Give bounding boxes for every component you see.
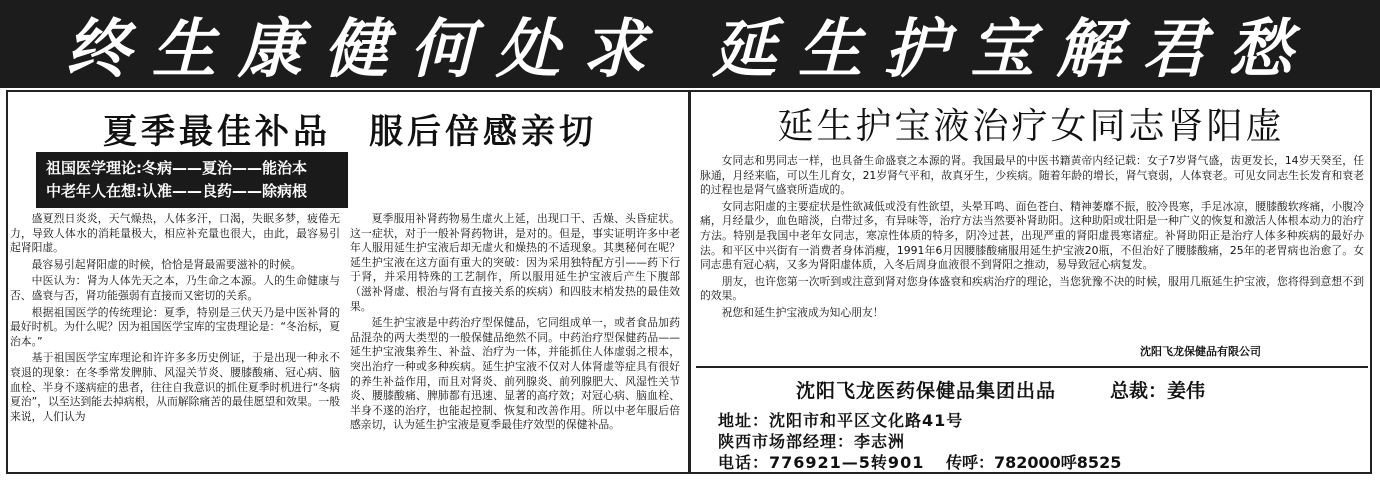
advertiser-box bbox=[696, 366, 1368, 470]
paragraph: 根据祖国医学的传统理论：夏季，特别是三伏天乃是中医补肾的最好时机。为什么呢？因为祖国医学宝库的宝贵理论是：“冬治标，夏治本。” bbox=[10, 305, 340, 348]
banner-title: 终生康健何处求 延生护宝解君愁 bbox=[65, 12, 1315, 87]
ad-title: 沈阳飞龙医药保健品集团出品 bbox=[796, 380, 1057, 402]
paragraph: 女同志阳虚的主要症状是性欲减低或没有性欲望，头晕耳鸣、面色苍白、精神萎靡不振，胶冷畏寒，手足冰凉，腰膝酸软疼痛，小腹冷痛，月经量少，血色暗淡，白带过多，有异味等，治疗方法当然要补肾助阳。这种助阳或壮阳是一种广义的恢复和激活人体根本动力的治疗方法。特别是我国中老年女同志，寒凉性体质的特多，阴冷过甚，出现严重的肾阳虚畏寒诸症。补肾助阳正是治疗人体多种疾病的最好办法。和平区中兴街有一消费者身体消瘦，1991年6月因腰膝酸痛服用延生护宝液20瓶，不但治好了腰膝酸痛，25年的老胃病也治愈了。女同志患有冠心病，又多为肾阳虚体质，入冬后周身血液很不到肾阳之推动，易导致冠心病复发。 bbox=[700, 199, 1364, 272]
left-headline: 夏季最佳补品 服后倍感亲切 bbox=[103, 112, 597, 152]
ad-fax: 传呼：782000呼8525 bbox=[946, 453, 1122, 472]
slogan-box bbox=[36, 152, 348, 208]
paragraph: 朋友，也许您第一次听到或注意到肾对您身体盛衰和疾病治疗的理论，当您犹豫不决的时候，服用几瓶延生护宝液，您将得到意想不到的效果。 bbox=[700, 274, 1364, 303]
paragraph: 夏季服用补肾药物易生虚火上延，出现口干、舌燥、头昏症状。这一症状，对于一般补肾药物讲，是对的。但是，事实证明许多中老年人服用延生护宝液后却无虚火和燥热的不适现象。其奥秘何在呢？延生护宝液在这方面有重大的突破：因为采用独特配方引——药下行于肾，并采用特殊的工艺制作，所以服用延生护宝液后产生下腹部（滋补肾虚、根治与肾有直接关系的疾病）和四肢末梢发热的最佳效果。 bbox=[350, 212, 680, 313]
column-divider bbox=[688, 90, 691, 474]
ad-phone: 电话：776921—5转901 bbox=[718, 453, 925, 472]
right-headline: 延生护宝液治疗女同志肾阳虚 bbox=[777, 106, 1285, 147]
left-column-b bbox=[350, 212, 680, 468]
paragraph: 基于祖国医学宝库理论和许许多多历史例证，于是出现一种永不衰退的现象：在冬季常发脾肺、风湿关节炎、腰膝酸痛、冠心病、脑血栓、半身不遂病症的患者，往往自我意识的抓住夏季时机进行“冬病夏治”，以至达到能去掉病根，从而解除痛苦的最佳愿望和效果。一般来说，人们认为 bbox=[10, 351, 340, 423]
paragraph: 盛夏烈日炎炎，天气燥热，人体多汗，口渴，失眠多梦，疲倦无力，导致人体水的消耗量极大，相应补充量也很大，由此，最容易引起肾阳虚。 bbox=[10, 212, 340, 255]
ad-manager: 陕西市场部经理：李志洲 bbox=[718, 432, 906, 451]
paragraph: 女同志和男同志一样，也具备生命盛衰之本源的肾。我国最早的中医书籍黄帝内经记载：女子7岁肾气盛，齿更发长，14岁天癸至，任脉通，月经来临，可以生儿育女，21岁肾气平和，故真牙生，少疾病。随着年龄的增长，肾气衰弱，人体衰老。可见女同志生长发育和衰老的过程也是肾气盛衰所造成的。 bbox=[700, 154, 1364, 197]
signature: 沈阳飞龙保健品有限公司 bbox=[1140, 345, 1261, 358]
right-column bbox=[700, 154, 1364, 340]
ad-address: 地址：沈阳市和平区文化路41号 bbox=[718, 411, 964, 430]
ad-president: 总裁：姜伟 bbox=[1110, 380, 1206, 402]
slogan-line-2: 中老年人在想:认准——良药——除病根 bbox=[46, 182, 307, 200]
banner bbox=[0, 0, 1380, 88]
paragraph: 祝您和延生护宝液成为知心朋友！ bbox=[721, 305, 884, 319]
paragraph: 中医认为：肾为人体先天之本，乃生命之本源。人的生命健康与否、盛衰与否，肾功能强弱有直接而又密切的关系。 bbox=[10, 274, 340, 302]
paragraph: 最容易引起肾阳虚的时候，恰恰是肾最需要滋补的时候。 bbox=[31, 257, 302, 271]
left-column-a bbox=[10, 212, 340, 468]
slogan-line-1: 祖国医学理论:冬病——夏治——能治本 bbox=[46, 159, 307, 177]
paragraph: 延生护宝液是中药治疗型保健品，它同组成单一，或者食品加药品混杂的两大类型的一般保健品绝然不同。中药治疗型保健药品——延生护宝液集养生、补益、治疗为一体，并能抓住人体虚弱之根本，突出治疗一种或多种疾病。延生护宝液不仅对人体肾虚等症具有很好的养生补益作用，而且对肾炎、前列腺炎、前列腺肥大、风湿性关节炎、腰膝酸痛、脾肺都有迅速、显著的高疗效；对冠心病、脑血栓、半身不遂的治疗，也能起控制、恢复和改善作用。所以中老年服后倍感亲切，认为延生护宝液是夏季最佳疗效型的保健补品。 bbox=[350, 316, 680, 432]
